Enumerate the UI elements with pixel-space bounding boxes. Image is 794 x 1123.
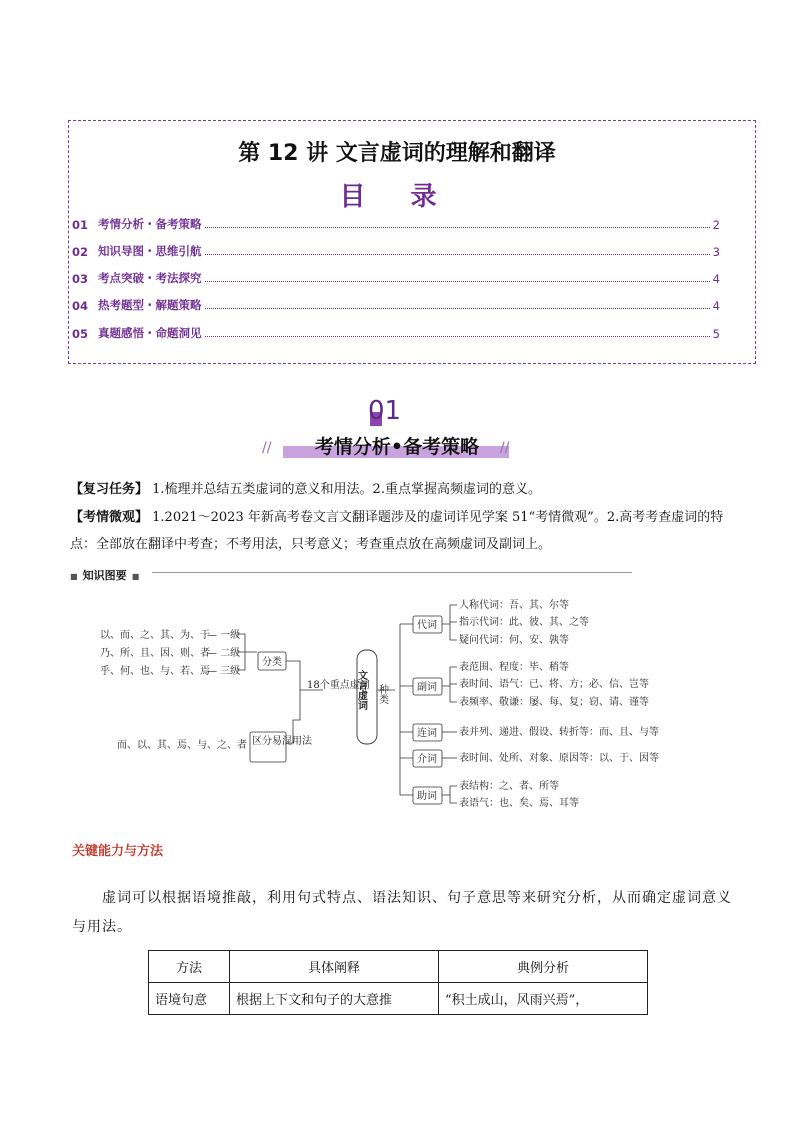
body-paragraph: 虚词可以根据语境推敲，利用句式特点、语法知识、句子意思等来研究分析，从而确定虚词意义与用法。 [72, 890, 732, 935]
level-name: — 二级 [207, 648, 241, 659]
center-label: 18个重点虚词 [307, 680, 370, 691]
table-cell: 语境句意 [149, 983, 230, 1015]
level-name: — 一级 [207, 630, 241, 641]
toc-item[interactable] [72, 214, 720, 232]
knowledge-mind-map [95, 592, 675, 818]
toc-item-page: 5 [712, 327, 720, 341]
review-task [70, 476, 734, 503]
toc-leader [205, 281, 710, 282]
toc-leader [205, 336, 710, 337]
document-title: 第 12 讲 文言虚词的理解和翻译 [238, 141, 556, 166]
category-name: 连词 [417, 728, 437, 739]
toc-item-label: 考情分析・备考策略 [98, 217, 202, 231]
table-header: 典例分析 [439, 951, 648, 983]
category-name: 代词 [417, 620, 437, 631]
toc-item-label: 知识导图・思维引航 [98, 244, 202, 258]
toc-item[interactable] [72, 241, 720, 259]
level-words: 乎、何、也、与、若、焉 [100, 666, 210, 677]
toc-heading: 目 录 [339, 182, 455, 212]
decorative-slashes-right: // [500, 440, 510, 456]
category-item: 人称代词：吾、其、尔等 [459, 600, 569, 611]
square-bullet-icon: ■ [131, 572, 140, 581]
category-item: 指示代词：此、彼、其、之等 [459, 617, 589, 628]
toc-leader [205, 254, 710, 255]
level-words: 以、而、之、其、为、于 [100, 630, 210, 641]
confuse-words: 而、以、其、焉、与、之、者 [117, 740, 247, 751]
toc-item-page: 2 [712, 218, 720, 232]
table-header-row [149, 951, 648, 983]
key-abilities-heading: 关键能力与方法 [72, 844, 164, 859]
toc-item-number: 05 [72, 327, 89, 341]
table-cell: 根据上下文和句子的大意推 [230, 983, 439, 1015]
toc-item-label: 考点突破・考法探究 [98, 271, 202, 285]
category-item: 表并列、递进、假设、转折等：而、且、与等 [459, 727, 659, 738]
toc-item-page: 4 [712, 299, 720, 313]
category-item: 表频率、敬谦：屡、每、复；窃、请、谨等 [459, 697, 649, 708]
confuse-label: 区分易混用法 [252, 736, 312, 747]
toc-item[interactable] [72, 295, 720, 313]
level-words: 乃、所、且、因、则、者 [100, 648, 210, 659]
toc-item-page: 3 [712, 245, 720, 259]
category-item: 表范围、程度：毕、稍等 [459, 662, 569, 673]
divider [152, 572, 632, 573]
toc-item-number: 02 [72, 245, 89, 259]
toc-item-number: 01 [72, 218, 89, 232]
decorative-slashes-left: // [262, 440, 272, 456]
exam-insight [70, 504, 734, 558]
category-name: 介词 [417, 754, 437, 765]
level-name: — 三级 [207, 666, 241, 677]
toc-item-label: 热考题型・解题策略 [98, 298, 202, 312]
toc-item-number: 04 [72, 299, 89, 313]
review-tag: 【复习任务】 [70, 482, 149, 497]
toc-item[interactable] [72, 323, 720, 341]
section-title: 考情分析•备考策略 [314, 436, 480, 458]
root-label: 文言虚词 [355, 670, 367, 710]
toc-leader [205, 308, 710, 309]
category-item: 表语气：也、矣、焉、耳等 [459, 798, 579, 809]
category-name: 助词 [417, 791, 437, 802]
category-item: 表结构：之、者、所等 [459, 781, 559, 792]
category-item: 表时间、处所、对象、原因等：以、于、因等 [459, 753, 659, 764]
classify-label: 分类 [262, 657, 282, 668]
category-item: 疑问代词：何、安、孰等 [459, 635, 569, 646]
toc-item-label: 真题感悟・命题洞见 [98, 326, 202, 340]
category-name: 副词 [417, 682, 437, 693]
toc-item-page: 4 [712, 272, 720, 286]
knowledge-map-header [70, 564, 632, 582]
review-text: 1.梳理并总结五类虚词的意义和用法。2.重点掌握高频虚词的意义。 [152, 482, 541, 497]
table-header: 具体阐释 [230, 951, 439, 983]
table-cell: “积土成山，风雨兴焉”， [439, 983, 648, 1015]
square-bullet-icon: ■ [70, 572, 78, 581]
exam-tag: 【考情微观】 [70, 510, 149, 525]
table-row [149, 983, 648, 1015]
toc-item-number: 03 [72, 272, 89, 286]
kinds-label: 种类 [376, 684, 388, 704]
toc-leader [205, 227, 710, 228]
section-number: 01 [368, 396, 402, 426]
knowledge-map-label: 知识图要 [82, 569, 127, 582]
exam-text: 1.2021～2023 年新高考卷文言文翻译题涉及的虚词详见学案 51“考情微观”。2.高考考查虚词的特点：全部放在翻译中考查；不考用法，只考意义；考查重点放在高频虚词及副词上。 [70, 510, 724, 552]
toc-item[interactable] [72, 268, 720, 286]
method-table [148, 950, 648, 1015]
table-header: 方法 [149, 951, 230, 983]
category-item: 表时间、语气：已、将、方；必、信、岂等 [459, 679, 649, 690]
